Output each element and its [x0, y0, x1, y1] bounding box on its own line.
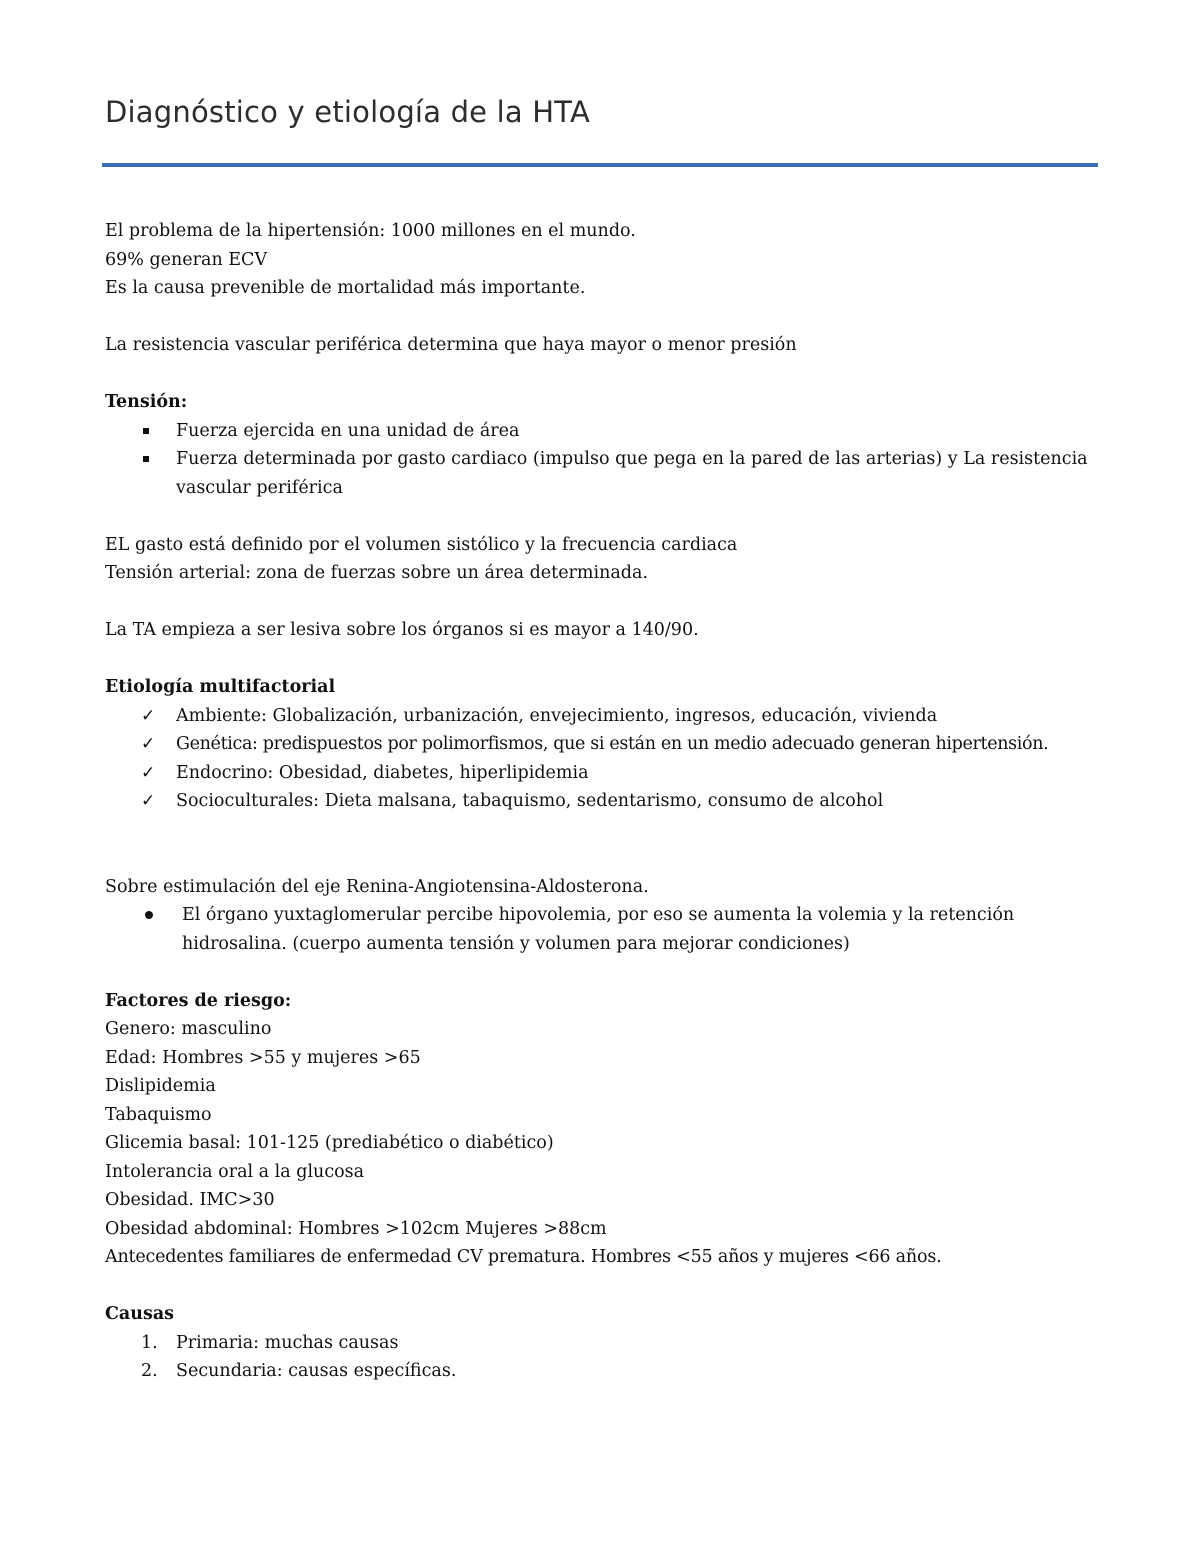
list-item	[105, 759, 1100, 788]
list-item-text: El órgano yuxtaglomerular percibe hipovolemia, por eso se aumenta la volemia y la retención hidrosalina. (cuerpo aumenta tensión y volumen para mejorar condiciones)	[182, 905, 1015, 954]
factor-line: Tabaquismo	[105, 1104, 212, 1125]
list-item-text: Socioculturales: Dieta malsana, tabaquismo, sedentarismo, consumo de alcohol	[176, 791, 884, 811]
page-title: Diagnóstico y etiología de la HTA	[105, 95, 591, 129]
tension-list	[105, 417, 1100, 503]
gasto-line-2: Tensión arterial: zona de fuerzas sobre un área determinada.	[105, 563, 649, 583]
checkmark-icon: ✓	[141, 791, 156, 811]
list-item-text: Secundaria: causas específicas.	[176, 1361, 457, 1381]
ta-lesiva-paragraph: La TA empieza a ser lesiva sobre los órganos si es mayor a 140/90.	[105, 620, 699, 640]
list-number: 2.	[141, 1361, 158, 1381]
factores-heading: Factores de riesgo:	[105, 990, 292, 1011]
document-body	[105, 217, 1100, 1386]
list-item-text: Ambiente: Globalización, urbanización, envejecimiento, ingresos, educación, vivienda	[176, 705, 938, 726]
round-bullet-icon	[145, 911, 153, 919]
list-number: 1.	[141, 1332, 158, 1353]
intro-line-1: El problema de la hipertensión: 1000 millones en el mundo.	[105, 221, 636, 241]
tension-heading: Tensión:	[105, 392, 188, 412]
etiologia-heading: Etiología multifactorial	[105, 677, 336, 697]
checkmark-icon: ✓	[141, 762, 156, 783]
intro-line-2: 69% generan ECV	[105, 249, 268, 270]
list-item	[105, 730, 1100, 759]
factor-line: Obesidad. IMC>30	[105, 1190, 275, 1210]
factor-line: Antecedentes familiares de enfermedad CV prematura. Hombres <55 años y mujeres <66 años.	[105, 1247, 942, 1267]
list-item-text: Endocrino: Obesidad, diabetes, hiperlipidemia	[176, 762, 589, 783]
list-item	[105, 1357, 1100, 1386]
raa-paragraph: Sobre estimulación del eje Renina-Angiotensina-Aldosterona.	[105, 876, 649, 897]
factor-line: Edad: Hombres >55 y mujeres >65	[105, 1047, 421, 1068]
resistencia-paragraph: La resistencia vascular periférica determina que haya mayor o menor presión	[105, 335, 797, 355]
intro-line-3: Es la causa prevenible de mortalidad más importante.	[105, 278, 586, 298]
square-bullet-icon	[143, 428, 149, 434]
list-item	[105, 787, 1100, 816]
list-item	[105, 901, 1100, 958]
factor-line: Genero: masculino	[105, 1019, 272, 1039]
title-underline	[102, 163, 1098, 167]
list-item	[105, 417, 1100, 446]
list-item-text: Fuerza determinada por gasto cardiaco (impulso que pega en la pared de las arterias) y La resistencia vascular periférica	[176, 449, 1088, 498]
factor-line: Glicemia basal: 101-125 (prediabético o diabético)	[105, 1133, 554, 1153]
gasto-line-1: EL gasto está definido por el volumen sistólico y la frecuencia cardiaca	[105, 534, 738, 555]
list-item	[105, 445, 1100, 502]
factor-line: Obesidad abdominal: Hombres >102cm Mujeres >88cm	[105, 1218, 607, 1239]
raa-list	[105, 901, 1100, 958]
square-bullet-icon	[143, 456, 149, 462]
list-item-text: Fuerza ejercida en una unidad de área	[176, 420, 520, 441]
checkmark-icon: ✓	[141, 705, 156, 726]
causas-heading: Causas	[105, 1304, 175, 1324]
list-item-text: Genética: predispuestos por polimorfismos, que si están en un medio adecuado generan hipertensión.	[176, 734, 1049, 754]
checkmark-icon: ✓	[141, 734, 156, 754]
factor-line: Intolerancia oral a la glucosa	[105, 1161, 365, 1182]
etiologia-list	[105, 702, 1100, 816]
list-item-text: Primaria: muchas causas	[176, 1332, 399, 1353]
factor-line: Dislipidemia	[105, 1076, 216, 1096]
causas-list	[105, 1329, 1100, 1386]
list-item	[105, 1329, 1100, 1358]
list-item	[105, 702, 1100, 731]
